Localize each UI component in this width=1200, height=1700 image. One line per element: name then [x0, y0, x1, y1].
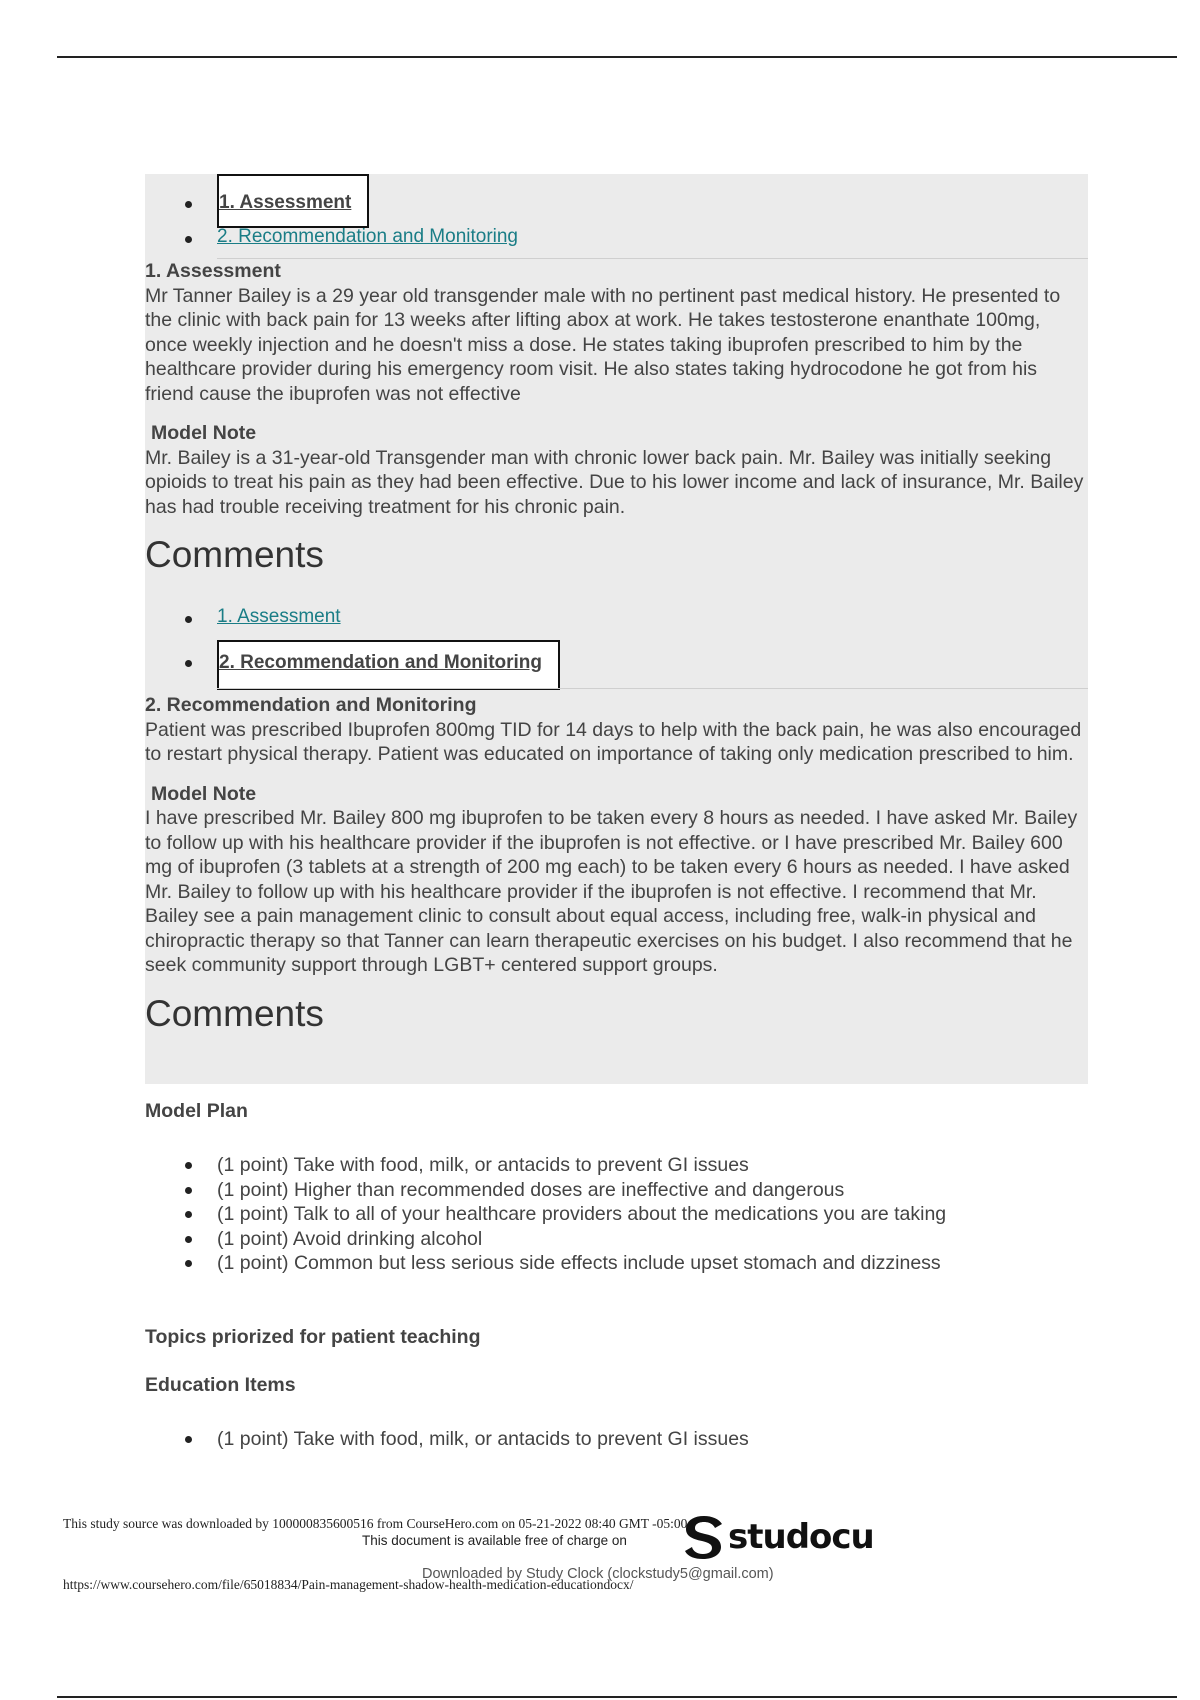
topics-label: Topics priorized for patient teaching — [145, 1326, 481, 1348]
assessment-body: Mr Tanner Bailey is a 29 year old transgender male with no pertinent past medical history. He presented to the clinic with back pain for 13 weeks after lifting abox at work. He takes testosterone enanthate 100mg, once weekly injection and he doesn't miss a dose. He states taking ibuprofen prescribed to him by the healthcare provider during his emergency room visit. He also states taking hydrocodone he got from his friend cause the ibuprofen was not effective — [145, 284, 1061, 405]
recommendation-title: 2. Recommendation and Monitoring — [145, 694, 477, 716]
tab-list-mid — [145, 598, 1088, 682]
tab-recommendation-link[interactable]: 2. Recommendation and Monitoring — [217, 640, 560, 690]
tab-assessment-link[interactable]: 1. Assessment — [217, 606, 341, 627]
education-section — [145, 1374, 749, 1452]
downloaded-line: Downloaded by Study Clock (clockstudy5@gmail.com) — [422, 1566, 774, 1582]
topics-section — [145, 1326, 481, 1349]
model-note-body: I have prescribed Mr. Bailey 800 mg ibuprofen to be taken every 8 hours as needed. I have asked Mr. Bailey to follow up with his healthcare provider if the ibuprofen is not effective. or I have prescribed Mr. Bailey 600 mg of ibuprofen (3 tablets at a strength of 200 mg each) to be taken every 6 hours as needed. I have asked Mr. Bailey to follow up with his healthcare provider if the ibuprofen is not effective. I recommend that Mr. Bailey see a pain management clinic to consult about equal access, including free, walk-in physical and chiropractic therapy so that Tanner can learn therapeutic exercises on his budget. I also recommend that he seek community support through LGBT+ centered support groups. — [145, 807, 1078, 976]
list-item: (1 point) Common but less serious side effects include upset stomach and dizziness — [145, 1251, 946, 1276]
tab-recommendation[interactable] — [145, 640, 1088, 682]
tab-divider — [217, 688, 1088, 689]
assessment-title: 1. Assessment — [145, 260, 281, 282]
model-plan-list — [145, 1153, 946, 1276]
tab-list-top — [145, 174, 1088, 258]
tab-assessment[interactable] — [145, 598, 1088, 640]
list-item: (1 point) Take with food, milk, or antacids to prevent GI issues — [145, 1153, 946, 1178]
bullet — [185, 236, 192, 243]
list-item: (1 point) Avoid drinking alcohol — [145, 1227, 946, 1252]
tab-assessment-link[interactable]: 1. Assessment — [217, 174, 369, 228]
list-item: (1 point) Higher than recommended doses are ineffective and dangerous — [145, 1178, 946, 1203]
recommendation-section — [145, 693, 1085, 1036]
list-item: (1 point) Take with food, milk, or antacids to prevent GI issues — [145, 1427, 749, 1452]
free-line: This document is available free of charge on — [362, 1533, 627, 1548]
bullet — [185, 660, 192, 667]
studocu-logo[interactable] — [682, 1514, 874, 1560]
list-item: (1 point) Talk to all of your healthcare providers about the medications you are taking — [145, 1202, 946, 1227]
url-line: https://www.coursehero.com/file/65018834/Pain-management-shadow-health-medication-educationdocx/ — [63, 1577, 634, 1592]
comments-heading: Comments — [145, 992, 324, 1034]
recommendation-body: Patient was prescribed Ibuprofen 800mg TID for 14 days to help with the back pain, he was also encouraged to restart physical therapy. Patient was educated on importance of taking only medication prescribed to him. — [145, 718, 1082, 765]
bullet — [185, 616, 192, 623]
education-label: Education Items — [145, 1374, 296, 1396]
studocu-icon — [682, 1514, 726, 1560]
education-list — [145, 1427, 749, 1452]
source-line: This study source was downloaded by 100000835600516 from CourseHero.com on 05-21-2022 08:40 GMT -05:00 — [63, 1516, 688, 1531]
top-rule — [57, 56, 1177, 58]
assessment-section — [145, 259, 1085, 577]
bullet — [185, 201, 192, 208]
model-plan-label: Model Plan — [145, 1100, 248, 1122]
tab-recommendation-link[interactable]: 2. Recommendation and Monitoring — [217, 226, 519, 247]
tab-recommendation[interactable] — [145, 216, 1088, 258]
model-note-body: Mr. Bailey is a 31-year-old Transgender man with chronic lower back pain. Mr. Bailey was initially seeking opioids to treat his pain as they had been effective. Due to his lower income and lack of insurance, Mr. Bailey has had trouble receiving treatment for his chronic pain. — [145, 446, 1084, 518]
comments-heading: Comments — [145, 534, 324, 575]
tab-assessment[interactable] — [145, 174, 1088, 216]
model-note-label: Model Note — [151, 422, 257, 444]
brand-name: studocu — [728, 1517, 874, 1557]
model-plan — [145, 1100, 946, 1276]
bottom-rule — [57, 1696, 1177, 1698]
model-note-label: Model Note — [151, 782, 257, 805]
